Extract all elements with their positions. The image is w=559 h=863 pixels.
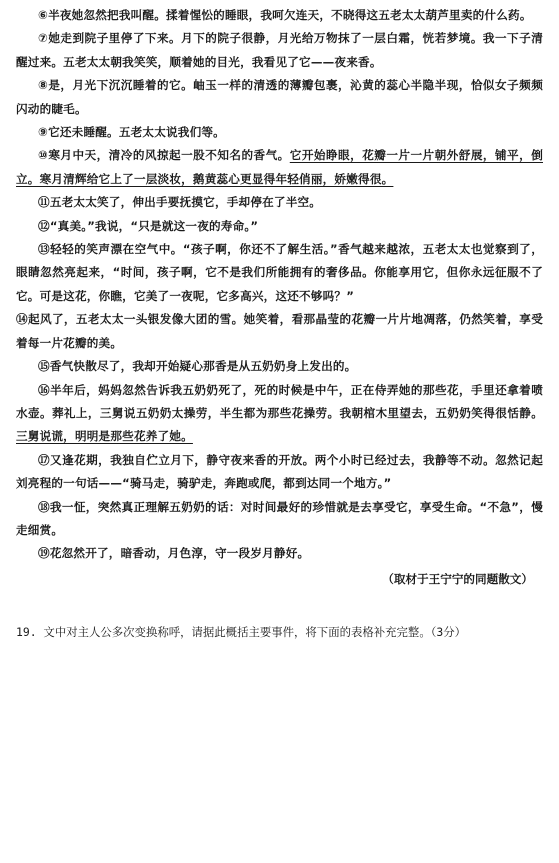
paragraph-7: ⑦她走到院子里停了下来。月下的院子很静，月光给万物抹了一层白霜，恍若梦境。我一下子清醒过来。五老太太朝我笑笑，顺着她的目光，我看见了它——夜来香。 bbox=[16, 31, 543, 69]
spacer bbox=[16, 591, 543, 621]
paragraph-13: ⑬轻轻的笑声漂在空气中。“孩子啊，你还不了解生活。”香气越来越浓，五老太太也觉察到了，眼睛忽然亮起来，“时间，孩子啊，它不是我们所能拥有的奢侈品。你能享用它，但你永远征服不了它。可是这花，你瞧，它美了一夜呢，它多高兴，这还不够吗？” bbox=[16, 242, 544, 303]
question-19: 19. 文中对主人公多次变换称呼，请据此概括主要事件，将下面的表格补充完整。（3分） bbox=[16, 624, 467, 639]
paragraph-10: ⑩寒月中天，清冷的风掠起一股不知名的香气。它开始睁眼，花瓣一片一片朝外舒展，铺平，倒立。寒月清辉给它上了一层淡妆，鹅黄蕊心更显得年轻俏丽，娇嫩得很。 bbox=[16, 148, 543, 186]
paragraph-17: ⑰又逢花期，我独自伫立月下，静守夜来香的开放。两个小时已经过去，我静等不动。忽然记起刘亮程的一句话——“骑马走，骑驴走，奔跑或爬，都到达同一个地方。” bbox=[16, 452, 543, 491]
paragraph-19: ⑲花忽然开了，暗香动，月色淳，守一段岁月静好。 bbox=[38, 546, 310, 561]
underlined-sentence: 三舅说谎，明明是那些花养了她。 bbox=[16, 429, 193, 444]
paragraph-14: ⑭起风了，五老太太一头银发像大团的雪。她笑着，看那晶莹的花瓣一片片地凋落，仍然笑着，享受着每一片花瓣的美。 bbox=[16, 312, 543, 350]
source-citation: （取材于王宁宁的同题散文） bbox=[382, 571, 533, 586]
paragraph-11: ⑪五老太太笑了，伸出手要抚摸它，手却停在了半空。 bbox=[38, 195, 322, 210]
paragraph-12: ⑫“真美。”我说，“只是就这一夜的寿命。” bbox=[38, 218, 259, 233]
paragraph-16: ⑯半年后，妈妈忽然告诉我五奶奶死了，死的时候是中午，正在侍弄她的那些花，手里还拿着喷水壶。葬礼上，三舅说五奶奶太操劳，半生都为那些花操劳。我朝棺木里望去，五奶奶笑得很恬静。三舅说谎，明明是那些花养了她。 bbox=[16, 382, 543, 444]
paragraph-18: ⑱我一怔，突然真正理解五奶奶的话：对时间最好的珍惜就是去享受它，享受生命。“不急”，慢走细赏。 bbox=[16, 499, 543, 537]
paragraph-9: ⑨它还未睡醒。五老太太说我们等。 bbox=[38, 125, 225, 140]
paragraph-6: ⑥半夜她忽然把我叫醒。揉着惺忪的睡眼，我呵欠连天，不晓得这五老太太葫芦里卖的什么药。 bbox=[38, 8, 532, 22]
paragraph-8: ⑧是，月光下沉沉睡着的它。岫玉一样的清透的薄瓣包裹，沁黄的蕊心半隐半现，恰似女子频频闪动的睫毛。 bbox=[16, 78, 543, 116]
paragraph-15: ⑮香气快散尽了，我却开始疑心那香是从五奶奶身上发出的。 bbox=[38, 359, 357, 374]
underlined-sentence: 它开始睁眼，花瓣一片一片朝外舒展，铺平，倒立。寒月清辉给它上了一层淡妆，鹅黄蕊心更显得年轻俏丽，娇嫩得很。 bbox=[16, 148, 543, 186]
